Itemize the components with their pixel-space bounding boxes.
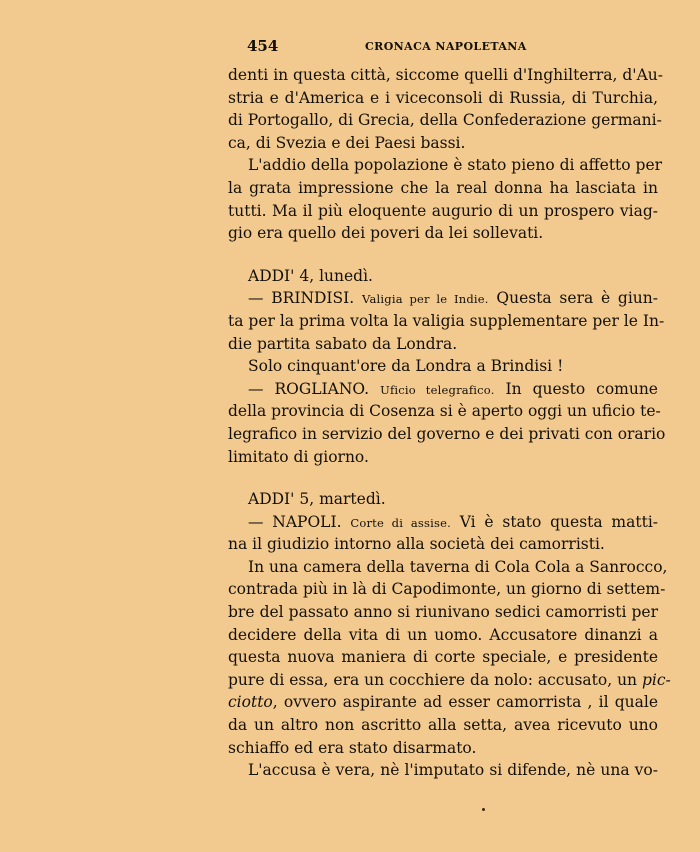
text-line: questa nuova maniera di corte speciale, e presidente: [228, 648, 658, 667]
place-name: — ROGLIANO.: [248, 379, 370, 398]
running-title: CRONACA NAPOLETANA: [365, 40, 527, 53]
subject-heading: Corte di assise.: [350, 515, 451, 530]
text-line: di Portogallo, di Grecia, della Confederazione germani-: [228, 111, 662, 130]
news-item-heading: — NAPOLI. Corte di assise. Vi è stato questa matti-: [248, 512, 659, 531]
text-line: limitato di giorno.: [228, 447, 369, 466]
text-line: ca, di Svezia e dei Paesi bassi.: [228, 133, 466, 152]
text-line: pure di essa, era un cocchiere da nolo: accusato, un pic-: [228, 670, 671, 689]
text-line: schiaffo ed era stato disarmato.: [228, 738, 477, 757]
text-line: legrafico in servizio del governo e dei privati con orario: [228, 424, 666, 443]
text-line: decidere della vita di un uomo. Accusatore dinanzi a: [228, 625, 658, 644]
text-line: contrada più in là di Capodimonte, un giorno di settem-: [228, 580, 666, 599]
text-line: In una camera della taverna di Cola Cola a Sanrocco,: [248, 557, 668, 576]
news-item-heading: — BRINDISI. Valigia per le Indie. Questa sera è giun-: [248, 289, 658, 308]
text-line: na il giudizio intorno alla società dei camorristi.: [228, 535, 605, 554]
text-line: tutti. Ma il più eloquente augurio di un prospero viag-: [228, 201, 658, 220]
text-line: della provincia di Cosenza si è aperto oggi un uficio te-: [228, 402, 661, 421]
text-line: denti in questa città, siccome quelli d'Inghilterra, d'Au-: [228, 66, 663, 84]
news-item-heading: — ROGLIANO. Uficio telegrafico. In questo comune: [248, 379, 658, 398]
page-body: [228, 64, 671, 782]
running-header: [247, 37, 657, 59]
text-line: Solo cinquant'ore da Londra a Brindisi !: [248, 357, 564, 376]
text-line: ciotto, ovvero aspirante ad esser camorrista , il quale: [228, 693, 658, 712]
date-heading: ADDI' 4, lunedì.: [248, 266, 373, 285]
text-line: L'accusa è vera, nè l'imputato si difende, nè una vo-: [248, 761, 658, 780]
subject-heading: Valigia per le Indie.: [362, 292, 489, 307]
text-line: bre del passato anno si riunivano sedici camorristi per: [228, 603, 658, 622]
place-name: — BRINDISI.: [248, 289, 355, 308]
text-line: stria e d'America e i viceconsoli di Russia, di Turchia,: [228, 88, 658, 107]
text-line: da un altro non ascritto alla setta, avea ricevuto uno: [228, 716, 658, 735]
text-line: die partita sabato da Londra.: [228, 334, 458, 353]
text-line: L'addio della popolazione è stato pieno di affetto per: [248, 156, 663, 175]
text-line: ta per la prima volta la valigia supplementare per le In-: [228, 311, 665, 330]
date-heading: ADDI' 5, martedì.: [248, 490, 386, 509]
page-number: 454: [247, 37, 279, 55]
place-name: — NAPOLI.: [248, 512, 342, 531]
text-line: la grata impressione che la real donna ha lasciata in: [228, 178, 658, 197]
subject-heading: Uficio telegrafico.: [380, 382, 495, 397]
ink-speck: [482, 808, 485, 811]
italic-word: pic-: [641, 670, 671, 689]
text-line: gio era quello dei poveri da lei sollevati.: [228, 224, 544, 243]
italic-word: ciotto: [228, 693, 273, 712]
